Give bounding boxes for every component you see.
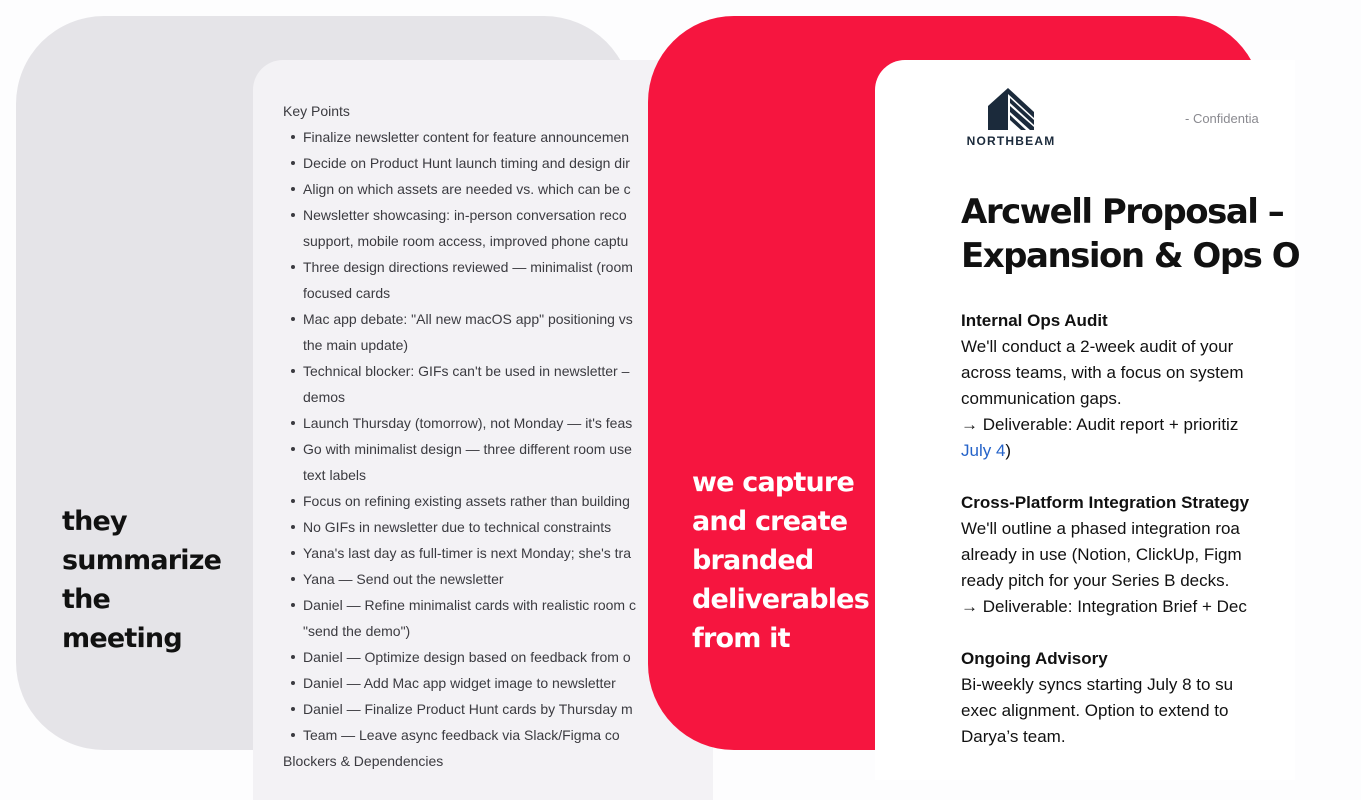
- section-heading: Internal Ops Audit: [961, 311, 1108, 330]
- title-line: Expansion & Ops O: [961, 236, 1300, 276]
- northbeam-logo-icon: [988, 88, 1034, 130]
- section-ongoing-advisory: [961, 646, 1361, 750]
- key-point-text: Mac app debate: "All new macOS app" positioning vs: [303, 311, 633, 327]
- right-caption: [692, 463, 882, 658]
- caption-line: deliverables: [692, 584, 869, 615]
- key-point-text: Daniel — Refine minimalist cards with realistic room c: [303, 597, 636, 613]
- key-point-text: No GIFs in newsletter due to technical constraints: [303, 519, 612, 535]
- summary-panel: [16, 16, 636, 769]
- notes-heading: Key Points: [283, 103, 350, 119]
- key-point-item: [283, 436, 703, 488]
- section-line: communication gaps.: [961, 389, 1122, 408]
- key-point-text: Focus on refining existing assets rather than building: [303, 493, 630, 509]
- left-caption: [62, 502, 262, 658]
- section-line: We'll outline a phased integration roa: [961, 519, 1240, 538]
- meeting-notes-card: [253, 60, 713, 800]
- key-point-text: Align on which assets are needed vs. which can be c: [303, 181, 631, 197]
- section-ops-audit: [961, 308, 1361, 464]
- title-line: Arcwell Proposal –: [961, 192, 1284, 232]
- section-line: → Deliverable: Integration Brief + Dec: [961, 597, 1247, 616]
- date-link[interactable]: July 4: [961, 441, 1006, 460]
- caption-line: summarize: [62, 545, 222, 576]
- section-heading: Cross-Platform Integration Strategy: [961, 493, 1250, 512]
- caption-line: from it: [692, 623, 790, 654]
- key-point-text: focused cards: [303, 285, 391, 301]
- key-point-text: Yana's last day as full-timer is next Monday; she's tra: [303, 545, 632, 561]
- key-point-item: [283, 124, 703, 150]
- key-point-text: support, mobile room access, improved phone captu: [303, 233, 629, 249]
- key-point-item: [283, 644, 703, 670]
- key-point-item: [283, 722, 703, 748]
- key-point-text: the main update): [303, 337, 409, 353]
- key-point-item: [283, 410, 703, 436]
- key-point-item: [283, 202, 703, 254]
- section-integration-strategy: [961, 490, 1361, 620]
- northbeam-logo: [963, 88, 1059, 152]
- key-point-item: [283, 540, 703, 566]
- section-line: across teams, with a focus on system: [961, 363, 1244, 382]
- key-point-item: [283, 358, 703, 410]
- caption-line: the: [62, 584, 111, 615]
- key-point-item: [283, 592, 703, 644]
- key-point-text: "send the demo"): [303, 623, 411, 639]
- key-point-text: Technical blocker: GIFs can't be used in newsletter –: [303, 363, 630, 379]
- key-point-text: Three design directions reviewed — minimalist (room: [303, 259, 633, 275]
- key-point-text: Daniel — Optimize design based on feedback from o: [303, 649, 631, 665]
- key-point-text: demos: [303, 389, 346, 405]
- section-line: exec alignment. Option to extend to: [961, 701, 1229, 720]
- caption-line: and create: [692, 506, 848, 537]
- section-line: We'll conduct a 2-week audit of your: [961, 337, 1234, 356]
- key-point-item: [283, 566, 703, 592]
- proposal-title: [961, 190, 1299, 278]
- key-point-text: Daniel — Add Mac app widget image to newsletter: [303, 675, 616, 691]
- caption-line: branded: [692, 545, 814, 576]
- key-point-item: [283, 696, 703, 722]
- logo-wordmark: NORTHBEAM: [966, 134, 1056, 148]
- date-suffix: ): [1005, 441, 1012, 460]
- meeting-notes: [283, 98, 703, 774]
- key-point-item: [283, 306, 703, 358]
- key-points-list: [283, 124, 703, 748]
- section-line: ready pitch for your Series B decks.: [961, 571, 1230, 590]
- key-point-text: Newsletter showcasing: in-person conversation reco: [303, 207, 627, 223]
- key-point-item: [283, 670, 703, 696]
- caption-line: meeting: [62, 623, 182, 654]
- blockers-heading: Blockers & Dependencies: [283, 753, 444, 769]
- key-point-text: Launch Thursday (tomorrow), not Monday — it's feas: [303, 415, 633, 431]
- key-point-text: Go with minimalist design — three different room use: [303, 441, 632, 457]
- key-point-text: text labels: [303, 467, 367, 483]
- key-point-item: [283, 488, 703, 514]
- section-line: already in use (Notion, ClickUp, Figm: [961, 545, 1242, 564]
- key-point-text: Team — Leave async feedback via Slack/Figma co: [303, 727, 620, 743]
- proposal-document: [875, 60, 1300, 780]
- confidential-label: - Confidentia: [1185, 111, 1259, 126]
- key-point-item: [283, 150, 703, 176]
- section-line: Darya’s team.: [961, 727, 1066, 746]
- key-point-item: [283, 254, 703, 306]
- section-heading: Ongoing Advisory: [961, 649, 1108, 668]
- key-point-text: Yana — Send out the newsletter: [303, 571, 504, 587]
- deliverables-panel: [648, 16, 1300, 750]
- caption-line: we capture: [692, 467, 854, 498]
- key-point-item: [283, 176, 703, 202]
- key-point-item: [283, 514, 703, 540]
- key-point-text: Finalize newsletter content for feature announcemen: [303, 129, 630, 145]
- key-point-text: Decide on Product Hunt launch timing and design dir: [303, 155, 630, 171]
- key-point-text: Daniel — Finalize Product Hunt cards by Thursday m: [303, 701, 633, 717]
- section-line: [961, 438, 1361, 464]
- section-line: → Deliverable: Audit report + prioritiz: [961, 415, 1239, 434]
- caption-line: they: [62, 506, 127, 537]
- section-line: Bi-weekly syncs starting July 8 to su: [961, 675, 1234, 694]
